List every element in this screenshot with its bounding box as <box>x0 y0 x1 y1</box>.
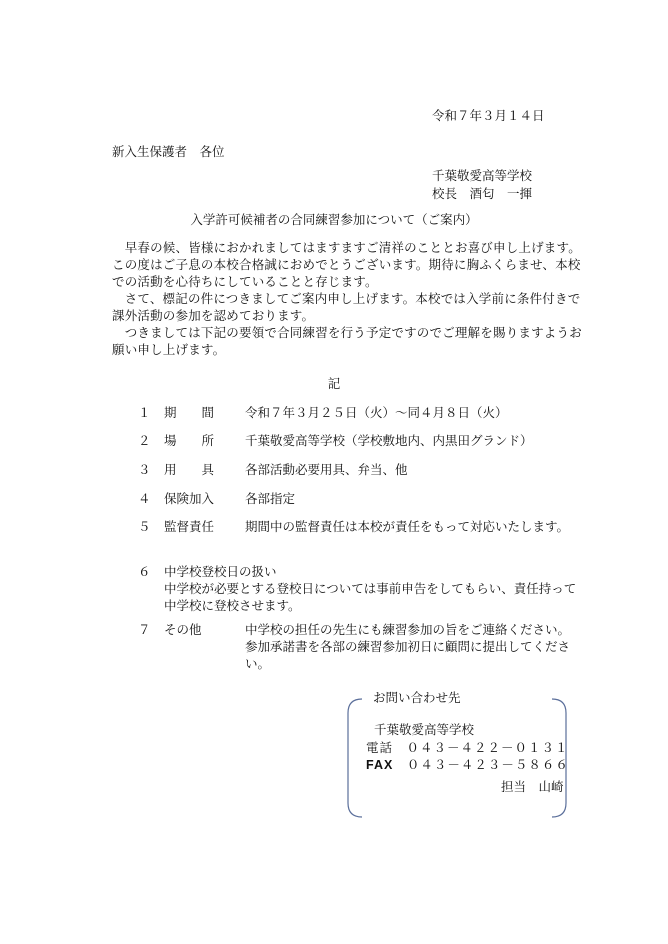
item-number: ３ <box>138 462 151 477</box>
document-title: 入学許可候補者の合同練習参加について（ご案内） <box>190 212 478 227</box>
item-label: 保険加入 <box>164 491 215 506</box>
item-value: 令和７年３月２５日（火）～同４月８日（火） <box>245 405 508 420</box>
body-paragraph: この度はご子息の本校合格誠におめでとうございます。期待に胸ふくらませ、本校での活動を心待ちにしていることと存じます。 <box>112 257 581 289</box>
phone-number: ０４３－４２２－０１３１ <box>406 740 569 755</box>
sender-school: 千葉敬愛高等学校 <box>432 168 533 183</box>
contact-school: 千葉敬愛高等学校 <box>374 722 475 737</box>
item-number: １ <box>138 405 151 420</box>
addressee: 新入生保護者 各位 <box>112 144 225 159</box>
contact-title: お問い合わせ先 <box>370 689 464 706</box>
item-number: ５ <box>138 519 151 534</box>
body-paragraph: つきましては下記の要領で合同練習を行う予定ですのでご理解を賜りますようお願い申し上げます。 <box>112 325 582 357</box>
item-value: 期間中の監督責任は本校が責任をもって対応いたします。 <box>245 519 570 534</box>
item-label: 期 間 <box>164 405 215 420</box>
item-number: ７ <box>138 622 151 637</box>
item-label: 場 所 <box>164 433 215 448</box>
item-value: 各部指定 <box>245 491 296 506</box>
document-date: 令和７年３月１４日 <box>432 108 545 123</box>
contact-fax <box>366 756 569 774</box>
contact-staff: 担当 山崎 <box>501 779 564 794</box>
fax-number: ０４３－４２３－５８６６ <box>406 757 569 772</box>
item-label: その他 <box>164 622 202 637</box>
item-value: 千葉敬愛高等学校（学校敷地内、内黒田グランド） <box>245 433 533 448</box>
item-label: 用 具 <box>164 462 215 477</box>
item-value: 中学校が必要とする登校日については事前申告をしてもらい、責任持って中学校に登校させます。 <box>164 581 577 613</box>
sender-principal: 校長 酒匂 一揮 <box>432 186 533 201</box>
item-value: 各部活動必要用具、弁当、他 <box>245 462 408 477</box>
item-number: ４ <box>138 491 151 506</box>
contact-box <box>346 690 569 819</box>
fax-label: FAX <box>366 758 394 772</box>
body-paragraph: 早春の候、皆様におかれましてはますますご清祥のこととお喜び申し上げます。 <box>112 240 581 255</box>
item-label: 監督責任 <box>164 519 215 534</box>
item-number: ６ <box>138 564 151 579</box>
body-text <box>112 239 582 358</box>
item-label: 中学校登校日の扱い <box>164 564 277 579</box>
contact-phone <box>366 739 569 756</box>
item-number: ２ <box>138 433 151 448</box>
ki-heading: 記 <box>327 376 341 391</box>
item-value: 中学校の担任の先生にも練習参加の旨をご連絡ください。参加承諾書を各部の練習参加初日に顧問に提出してください。 <box>245 622 571 671</box>
body-paragraph: さて、標記の件につきましてご案内申し上げます。本校では入学前に条件付きで課外活動の参加を認めております。 <box>112 291 581 323</box>
phone-label: 電話 <box>366 740 394 755</box>
